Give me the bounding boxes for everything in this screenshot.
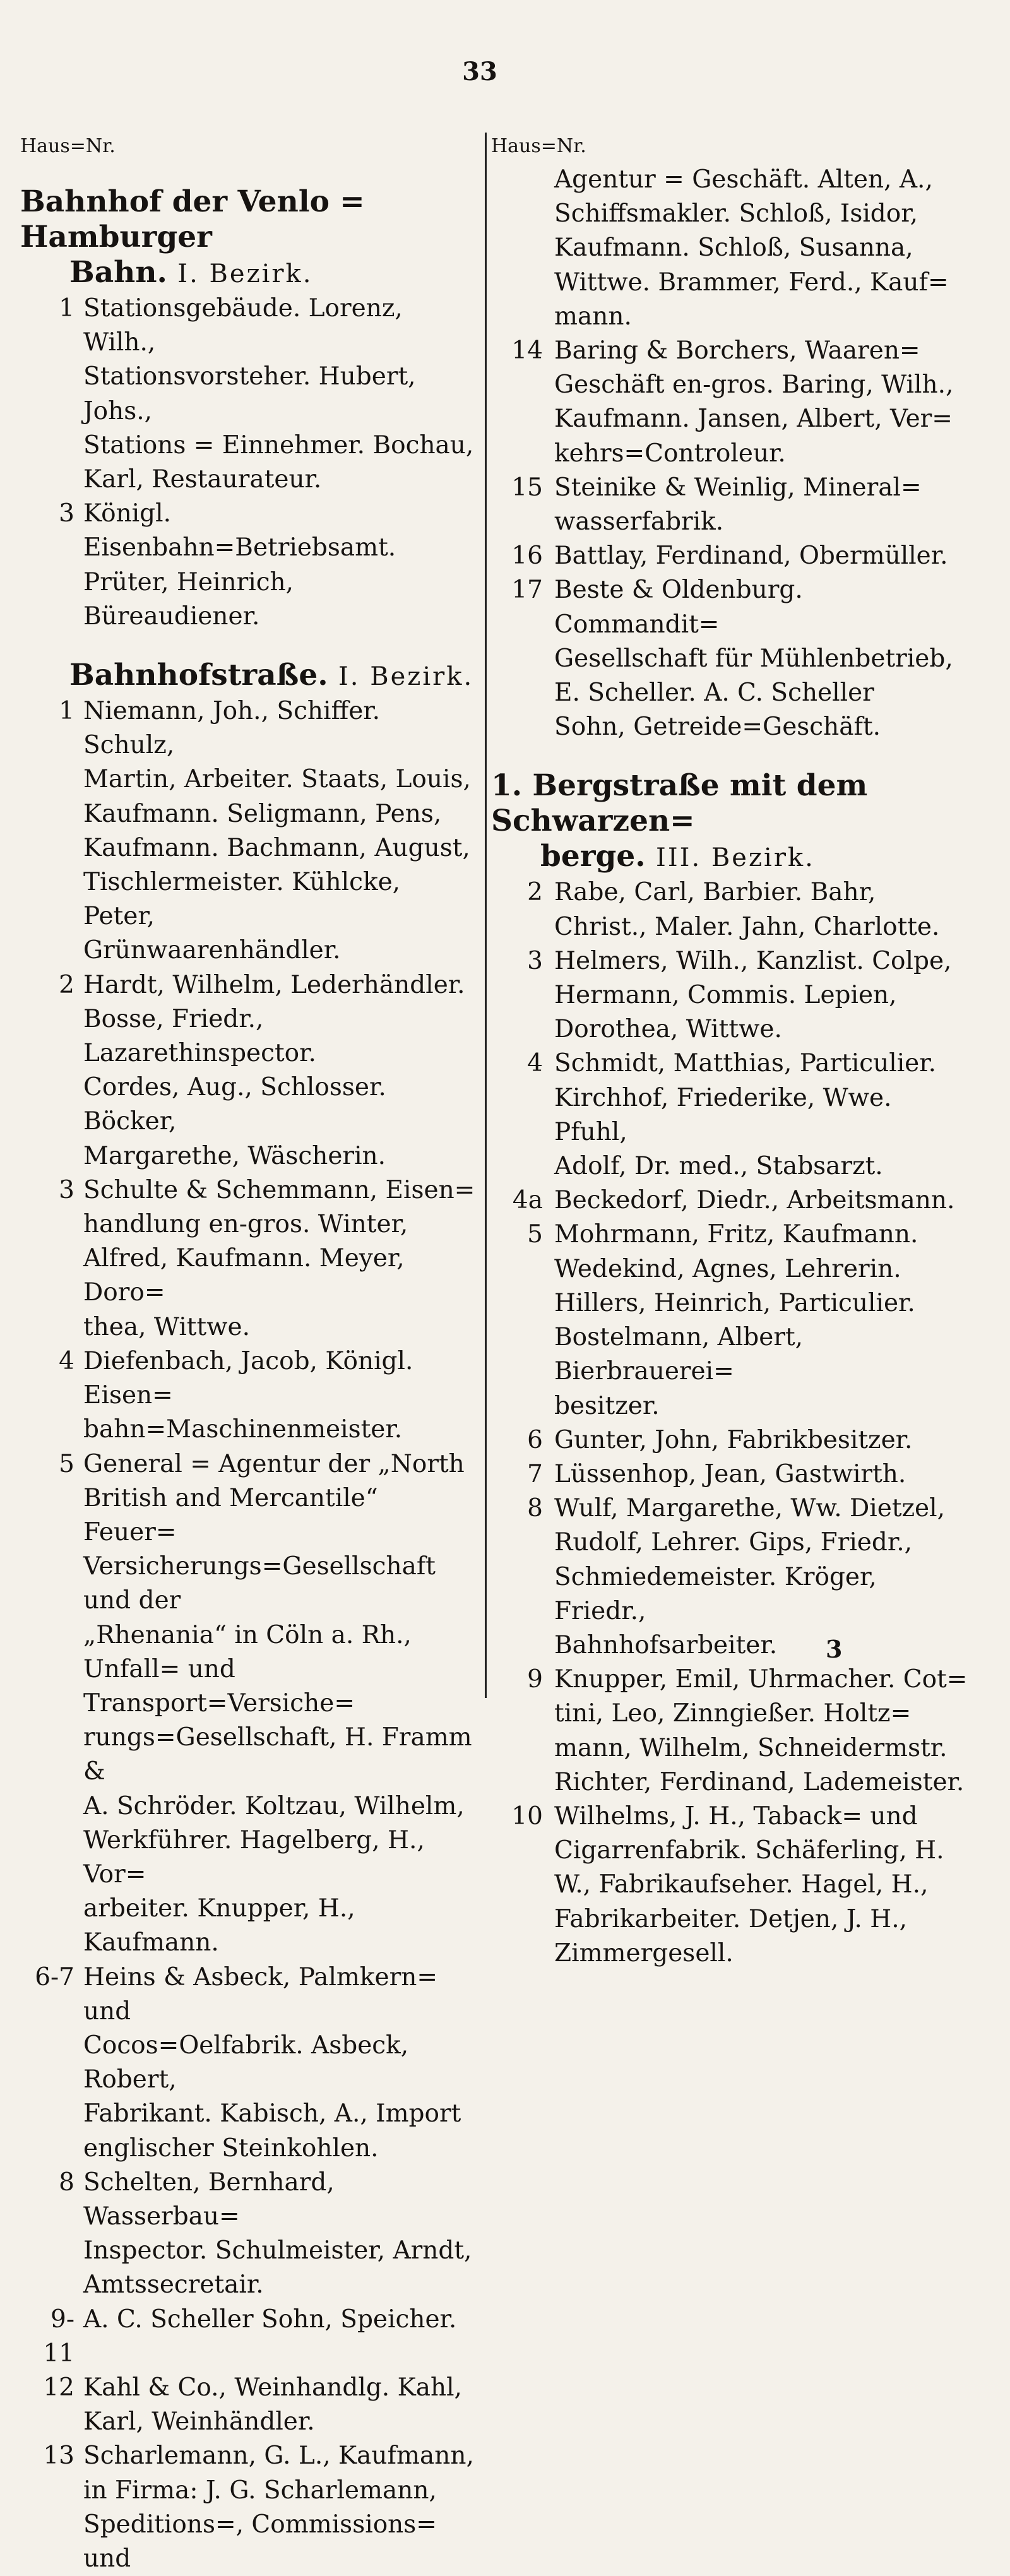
directory-entry-line xyxy=(491,471,971,505)
entry-text: wasserfabrik. xyxy=(554,507,724,537)
entry-text: Steinike & Weinlig, Mineral= xyxy=(554,473,922,502)
directory-entry-line xyxy=(20,2166,476,2234)
section-title xyxy=(491,839,971,875)
entry-text: Bostelmann, Albert, Bierbrauerei= xyxy=(554,1323,804,1386)
entry-text: Fabrikant. Kabisch, A., Import xyxy=(83,2099,461,2128)
entry-text: handlung en-gros. Winter, xyxy=(83,1210,408,1239)
entry-text: thea, Wittwe. xyxy=(83,1312,250,1341)
house-number xyxy=(20,1413,83,1447)
entry-text: A. C. Scheller Sohn, Speicher. xyxy=(83,2305,457,2334)
entry-text: Schmidt, Matthias, Particulier. xyxy=(554,1049,937,1078)
section-bahnhofstrasse xyxy=(20,658,476,2576)
house-number xyxy=(491,1697,554,1731)
entry-text: Werkführer. Hagelberg, H., Vor= xyxy=(83,1825,425,1889)
entry-text: Geschäft en-gros. Baring, Wilh., xyxy=(554,371,954,400)
entry-text: British and Mercantile“ Feuer= xyxy=(83,1483,378,1546)
section-title xyxy=(491,768,971,839)
house-number: 3 xyxy=(59,1175,74,1204)
entry-text: Dorothea, Wittwe. xyxy=(554,1015,782,1044)
entry-text: Baring & Borchers, Waaren= xyxy=(554,336,920,365)
directory-entry-line xyxy=(491,1389,971,1423)
entry-text: Scharlemann, G. L., Kaufmann, xyxy=(83,2442,474,2471)
directory-entry-line xyxy=(20,2474,476,2508)
house-number: 4 xyxy=(59,1346,74,1375)
directory-entry-line xyxy=(491,1047,971,1081)
entry-text: Kaufmann. Seligmann, Pens, xyxy=(83,799,442,828)
directory-entry-line xyxy=(491,1697,971,1731)
entry-text: Kaufmann. Bachmann, August, xyxy=(83,833,470,862)
section-title-line: Bahn. xyxy=(69,255,167,290)
directory-entry-line xyxy=(20,1139,476,1173)
house-number: 2 xyxy=(59,970,74,999)
house-number xyxy=(20,463,83,497)
entry-text: Mohrmann, Fritz, Kaufmann. xyxy=(554,1220,918,1249)
entry-text: Karl, Weinhändler. xyxy=(83,2407,315,2437)
house-number xyxy=(20,831,83,865)
house-number: 15 xyxy=(511,473,543,502)
directory-entry-line xyxy=(20,1002,476,1071)
directory-entry-line xyxy=(20,1208,476,1242)
directory-entry-line xyxy=(20,1413,476,1447)
directory-entry-line xyxy=(20,1961,476,2029)
directory-entry-line xyxy=(20,831,476,865)
directory-entry-line xyxy=(491,1868,971,1902)
directory-entry-line xyxy=(20,865,476,934)
entry-list xyxy=(20,292,476,634)
house-number: 13 xyxy=(43,2442,74,2471)
entry-text: General = Agentur der „North xyxy=(83,1449,465,1478)
house-number xyxy=(20,360,83,428)
house-number xyxy=(20,1481,83,1550)
house-number xyxy=(491,1560,554,1629)
page-number: 33 xyxy=(462,57,497,86)
entry-text: Stationsgebäude. Lorenz, Wilh., xyxy=(83,294,403,357)
directory-entry-line xyxy=(491,642,971,676)
section-title-line: Bahnhof der Venlo = Hamburger xyxy=(20,184,365,254)
house-number: 8 xyxy=(59,2168,74,2197)
house-number: 12 xyxy=(43,2373,74,2402)
house-number xyxy=(491,505,554,539)
directory-entry-line xyxy=(20,463,476,497)
entry-text: Wedekind, Agnes, Lehrerin. xyxy=(554,1254,901,1283)
entry-text: Stationsvorsteher. Hubert, Johs., xyxy=(83,362,416,425)
house-number xyxy=(20,2268,83,2302)
directory-entry-line xyxy=(491,1526,971,1560)
entry-text: tini, Leo, Zinngießer. Holtz= xyxy=(554,1699,912,1728)
house-number xyxy=(491,1012,554,1047)
house-number: 17 xyxy=(511,576,543,605)
directory-entry-line xyxy=(20,360,476,428)
entry-text: Lüssenhop, Jean, Gastwirth. xyxy=(554,1459,906,1488)
directory-entry-line xyxy=(491,1834,971,1868)
entry-text: Wulf, Margarethe, Ww. Dietzel, xyxy=(554,1494,945,1523)
entry-text: Karl, Restaurateur. xyxy=(83,465,322,494)
directory-entry-line xyxy=(20,1344,476,1413)
directory-entry-line xyxy=(20,1892,476,1960)
house-number xyxy=(20,2234,83,2268)
directory-entry-line xyxy=(20,1481,476,1550)
directory-entry-line xyxy=(491,944,971,978)
bezirk-label: III. Bezirk. xyxy=(656,843,815,873)
house-number xyxy=(491,1081,554,1149)
directory-entry-line xyxy=(491,1081,971,1149)
entry-text: kehrs=Controleur. xyxy=(554,439,786,468)
directory-entry-line xyxy=(491,1766,971,1800)
entry-text: Bosse, Friedr., Lazarethinspector. xyxy=(83,1004,316,1068)
directory-entry-line xyxy=(20,1071,476,1139)
directory-entry-line xyxy=(491,1423,971,1457)
directory-entry-line xyxy=(491,1149,971,1184)
house-number: 1 xyxy=(59,697,74,726)
entry-text: Schelten, Bernhard, Wasserbau= xyxy=(83,2168,335,2231)
entry-text: Kahl & Co., Weinhandlg. Kahl, xyxy=(83,2373,462,2402)
house-number xyxy=(20,566,83,634)
directory-entry-line xyxy=(20,2405,476,2439)
entry-text: bahn=Maschinenmeister. xyxy=(83,1415,403,1444)
haus-nr-label: Haus=Nr. xyxy=(20,135,116,157)
house-number: 6-7 xyxy=(35,1962,74,1991)
entry-text: Cocos=Oelfabrik. Asbeck, Robert, xyxy=(83,2031,409,2094)
continuation-line: Wittwe. Brammer, Ferd., Kauf= xyxy=(554,268,949,297)
entry-text: Beste & Oldenburg. Commandit= xyxy=(554,576,803,639)
section-title xyxy=(20,184,476,255)
directory-entry-line xyxy=(20,1790,476,1824)
house-number xyxy=(491,1902,554,1937)
house-number xyxy=(491,910,554,944)
house-number xyxy=(20,1790,83,1824)
entry-text: Königl. Eisenbahn=Betriebsamt. xyxy=(83,499,396,562)
entry-text: Stations = Einnehmer. Bochau, xyxy=(83,430,474,460)
directory-entry-line xyxy=(491,1560,971,1629)
signature-mark: 3 xyxy=(826,1635,843,1663)
directory-entry-line xyxy=(491,1286,971,1321)
house-number xyxy=(20,763,83,797)
entry-text: rungs=Gesellschaft, H. Framm & xyxy=(83,1723,472,1786)
entry-text: arbeiter. Knupper, H., Kaufmann. xyxy=(83,1894,355,1957)
entry-text: Speditions=, Commissions= und xyxy=(83,2510,437,2573)
entry-text: in Firma: J. G. Scharlemann, xyxy=(83,2476,437,2505)
bezirk-label: I. Bezirk. xyxy=(177,259,313,288)
entry-text: englischer Steinkohlen. xyxy=(83,2134,379,2163)
directory-entry-line xyxy=(491,1321,971,1389)
house-number: 3 xyxy=(59,499,74,528)
directory-entry-line xyxy=(20,2439,476,2473)
column-divider xyxy=(485,133,487,1698)
directory-entry-line xyxy=(20,2303,476,2371)
house-number xyxy=(20,429,83,463)
entry-text: Prüter, Heinrich, Büreaudiener. xyxy=(83,567,294,631)
entry-text: Kirchhof, Friederike, Wwe. Pfuhl, xyxy=(554,1083,892,1146)
haus-nr-label: Haus=Nr. xyxy=(491,135,586,157)
directory-entry-line xyxy=(20,763,476,797)
entry-text: Cigarrenfabrik. Schäferling, H. xyxy=(554,1836,944,1865)
continuation-line: Kaufmann. Schloß, Susanna, xyxy=(554,234,913,263)
directory-entry-line xyxy=(491,437,971,471)
directory-entry-line xyxy=(20,1618,476,1653)
entry-text: Bahnhofsarbeiter. xyxy=(554,1630,778,1659)
bezirk-label: I. Bezirk. xyxy=(338,662,474,692)
house-number: 10 xyxy=(511,1801,543,1831)
house-number xyxy=(20,2405,83,2439)
directory-entry-line xyxy=(20,1824,476,1892)
section-bahnhof-venlo-hamburger xyxy=(20,184,476,634)
directory-entry-line xyxy=(491,539,971,573)
entry-text: Rabe, Carl, Barbier. Bahr, xyxy=(554,878,876,907)
house-number xyxy=(491,437,554,471)
directory-entry-line xyxy=(20,694,476,763)
entry-text: Schmiedemeister. Kröger, Friedr., xyxy=(554,1562,877,1625)
directory-entry-line xyxy=(20,566,476,634)
house-number: 9 xyxy=(527,1665,543,1694)
house-number xyxy=(20,1824,83,1892)
entry-text: Tischlermeister. Kühlcke, Peter, xyxy=(83,868,401,931)
section-title xyxy=(20,255,476,292)
entry-text: A. Schröder. Koltzau, Wilhelm, xyxy=(83,1791,465,1820)
directory-entry-line xyxy=(20,1310,476,1344)
directory-entry-line xyxy=(491,1663,971,1697)
section-title-line: Bahnhofstraße. xyxy=(69,658,328,693)
entry-text: Beckedorf, Diedr., Arbeitsmann. xyxy=(554,1186,955,1215)
entry-text: Schulte & Schemmann, Eisen= xyxy=(83,1175,475,1204)
house-number xyxy=(20,1208,83,1242)
house-number xyxy=(491,1731,554,1766)
entry-text: Battlay, Ferdinand, Obermüller. xyxy=(554,542,948,571)
entry-text: Hillers, Heinrich, Particulier. xyxy=(554,1288,915,1317)
house-number xyxy=(20,1618,83,1653)
house-number xyxy=(491,1526,554,1560)
entry-text: Kaufmann. Jansen, Albert, Ver= xyxy=(554,405,953,434)
directory-entry-line xyxy=(20,968,476,1002)
entry-text: E. Scheller. A. C. Scheller xyxy=(554,679,874,708)
directory-entry-line xyxy=(20,2132,476,2166)
house-number: 14 xyxy=(511,336,543,365)
directory-entry-line xyxy=(20,1173,476,1208)
continuation-line: Schiffsmakler. Schloß, Isidor, xyxy=(554,199,918,229)
entry-text: Fabrikarbeiter. Detjen, J. H., xyxy=(554,1904,908,1933)
directory-entry-line xyxy=(491,1800,971,1834)
directory-entry-line xyxy=(491,1492,971,1526)
directory-entry-line xyxy=(491,710,971,744)
house-number xyxy=(491,642,554,676)
house-number xyxy=(20,1721,83,1789)
house-number xyxy=(491,1389,554,1423)
entry-list xyxy=(491,334,971,744)
house-number: 5 xyxy=(527,1220,543,1249)
directory-entry-line xyxy=(491,1731,971,1766)
entry-list xyxy=(20,694,476,2576)
directory-entry-line xyxy=(20,1721,476,1789)
directory-entry-line xyxy=(20,2097,476,2131)
house-number xyxy=(491,676,554,710)
directory-entry-line xyxy=(491,1184,971,1218)
house-number xyxy=(491,1286,554,1321)
directory-entry-line xyxy=(20,1447,476,1481)
entry-text: Alfred, Kaufmann. Meyer, Doro= xyxy=(83,1244,405,1307)
house-number xyxy=(20,1139,83,1173)
house-number: 4a xyxy=(512,1186,543,1215)
directory-entry-line xyxy=(491,334,971,368)
house-number xyxy=(20,797,83,831)
house-number xyxy=(20,934,83,968)
house-number xyxy=(491,1149,554,1184)
house-number xyxy=(20,1550,83,1618)
entry-text: „Rhenania“ in Cöln a. Rh., xyxy=(83,1620,412,1649)
section-title-line: berge. xyxy=(540,839,646,874)
house-number: 8 xyxy=(527,1494,543,1523)
house-number: 4 xyxy=(527,1049,543,1078)
section-title-line: 1. Bergstraße mit dem Schwarzen= xyxy=(491,768,868,839)
directory-entry-line xyxy=(491,875,971,910)
directory-entry-line xyxy=(491,1457,971,1492)
entry-text: Rudolf, Lehrer. Gips, Friedr., xyxy=(554,1528,912,1557)
entry-text: Versicherungs=Gesellschaft und der xyxy=(83,1552,436,1615)
house-number xyxy=(20,2132,83,2166)
right-column xyxy=(491,133,971,1971)
entry-text: Sohn, Getreide=Geschäft. xyxy=(554,713,881,742)
house-number xyxy=(491,710,554,744)
directory-entry-line xyxy=(20,797,476,831)
directory-entry-line xyxy=(491,1902,971,1937)
entry-text: Richter, Ferdinand, Lademeister. xyxy=(554,1767,965,1796)
entry-text: Niemann, Joh., Schiffer. Schulz, xyxy=(83,697,381,760)
house-number xyxy=(491,1834,554,1868)
house-number xyxy=(491,1321,554,1389)
entry-text: Zimmergesell. xyxy=(554,1938,734,1968)
house-number xyxy=(20,865,83,934)
house-number xyxy=(491,1252,554,1286)
entry-text: Diefenbach, Jacob, Königl. Eisen= xyxy=(83,1346,413,1410)
house-number xyxy=(491,978,554,1012)
entry-text: Adolf, Dr. med., Stabsarzt. xyxy=(554,1152,883,1181)
directory-entry-line xyxy=(491,1937,971,1971)
entry-text: W., Fabrikaufseher. Hagel, H., xyxy=(554,1870,929,1899)
house-number xyxy=(491,1937,554,1971)
house-number xyxy=(491,1868,554,1902)
directory-entry-line xyxy=(491,1629,971,1663)
entry-text: Gesellschaft für Mühlenbetrieb, xyxy=(554,644,953,673)
directory-entry-line xyxy=(491,505,971,539)
house-number: 6 xyxy=(527,1425,543,1454)
entry-text: Wilhelms, J. H., Taback= und xyxy=(554,1801,918,1831)
entry-text: Cordes, Aug., Schlosser. Böcker, xyxy=(83,1073,386,1136)
directory-entry-line xyxy=(491,402,971,436)
entry-text: Grünwaarenhändler. xyxy=(83,936,341,965)
house-number xyxy=(491,402,554,436)
house-number: 9-11 xyxy=(43,2305,74,2368)
entry-text: Hermann, Commis. Lepien, xyxy=(554,981,897,1010)
directory-entry-line xyxy=(491,1012,971,1047)
continuation-line: Agentur = Geschäft. Alten, A., xyxy=(554,165,933,194)
directory-entry-line xyxy=(20,934,476,968)
house-number xyxy=(20,2097,83,2131)
directory-entry-line xyxy=(20,1550,476,1618)
house-number xyxy=(20,1002,83,1071)
section-title xyxy=(20,658,476,694)
directory-entry-line xyxy=(491,978,971,1012)
entry-text: Gunter, John, Fabrikbesitzer. xyxy=(554,1425,913,1454)
entry-text: Martin, Arbeiter. Staats, Louis, xyxy=(83,765,471,794)
continuation-line: mann. xyxy=(554,302,632,331)
house-number xyxy=(20,1653,83,1721)
entry-text: Heins & Asbeck, Palmkern= und xyxy=(83,1962,438,2026)
directory-entry-line xyxy=(491,573,971,641)
directory-entry-line xyxy=(491,676,971,710)
house-number xyxy=(491,368,554,402)
directory-entry-line xyxy=(491,1218,971,1252)
house-number xyxy=(20,2508,83,2576)
directory-entry-line xyxy=(20,429,476,463)
directory-entry-line xyxy=(20,2371,476,2405)
house-number: 2 xyxy=(527,878,543,907)
directory-entry-line xyxy=(20,1242,476,1310)
entry-text: Helmers, Wilh., Kanzlist. Colpe, xyxy=(554,946,952,975)
entry-text: Margarethe, Wäscherin. xyxy=(83,1141,386,1170)
house-number: 16 xyxy=(511,542,543,571)
house-number xyxy=(491,1766,554,1800)
directory-entry-line xyxy=(491,910,971,944)
entry-text: Knupper, Emil, Uhrmacher. Cot= xyxy=(554,1665,968,1694)
house-number: 3 xyxy=(527,946,543,975)
house-number xyxy=(20,2029,83,2097)
left-column xyxy=(20,133,476,2576)
entry-text: besitzer. xyxy=(554,1391,660,1420)
directory-entry-line xyxy=(20,2234,476,2268)
entry-text: Amtssecretair. xyxy=(83,2270,264,2300)
directory-entry-line xyxy=(20,2508,476,2576)
house-number xyxy=(20,2474,83,2508)
directory-entry-line xyxy=(20,2029,476,2097)
entry-text: Hardt, Wilhelm, Lederhändler. xyxy=(83,970,465,999)
directory-entry-line xyxy=(20,2268,476,2302)
house-number xyxy=(20,1242,83,1310)
house-number: 7 xyxy=(527,1459,543,1488)
directory-entry-line xyxy=(20,497,476,565)
entry-text: Christ., Maler. Jahn, Charlotte. xyxy=(554,912,940,941)
section-bergstrasse xyxy=(491,768,971,1971)
directory-entry-line xyxy=(20,292,476,360)
house-number xyxy=(491,1629,554,1663)
house-number xyxy=(20,1892,83,1960)
house-number xyxy=(20,1071,83,1139)
directory-entry-line xyxy=(491,368,971,402)
house-number xyxy=(20,1310,83,1344)
entry-text: Inspector. Schulmeister, Arndt, xyxy=(83,2236,472,2265)
entry-text: mann, Wilhelm, Schneidermstr. xyxy=(554,1733,948,1762)
continuation-entry xyxy=(491,163,971,334)
directory-entry-line xyxy=(20,1653,476,1721)
house-number: 5 xyxy=(59,1449,74,1478)
entry-text: Unfall= und Transport=Versiche= xyxy=(83,1654,355,1718)
directory-entry-line xyxy=(491,1252,971,1286)
house-number: 1 xyxy=(59,294,74,323)
entry-list xyxy=(491,875,971,1971)
